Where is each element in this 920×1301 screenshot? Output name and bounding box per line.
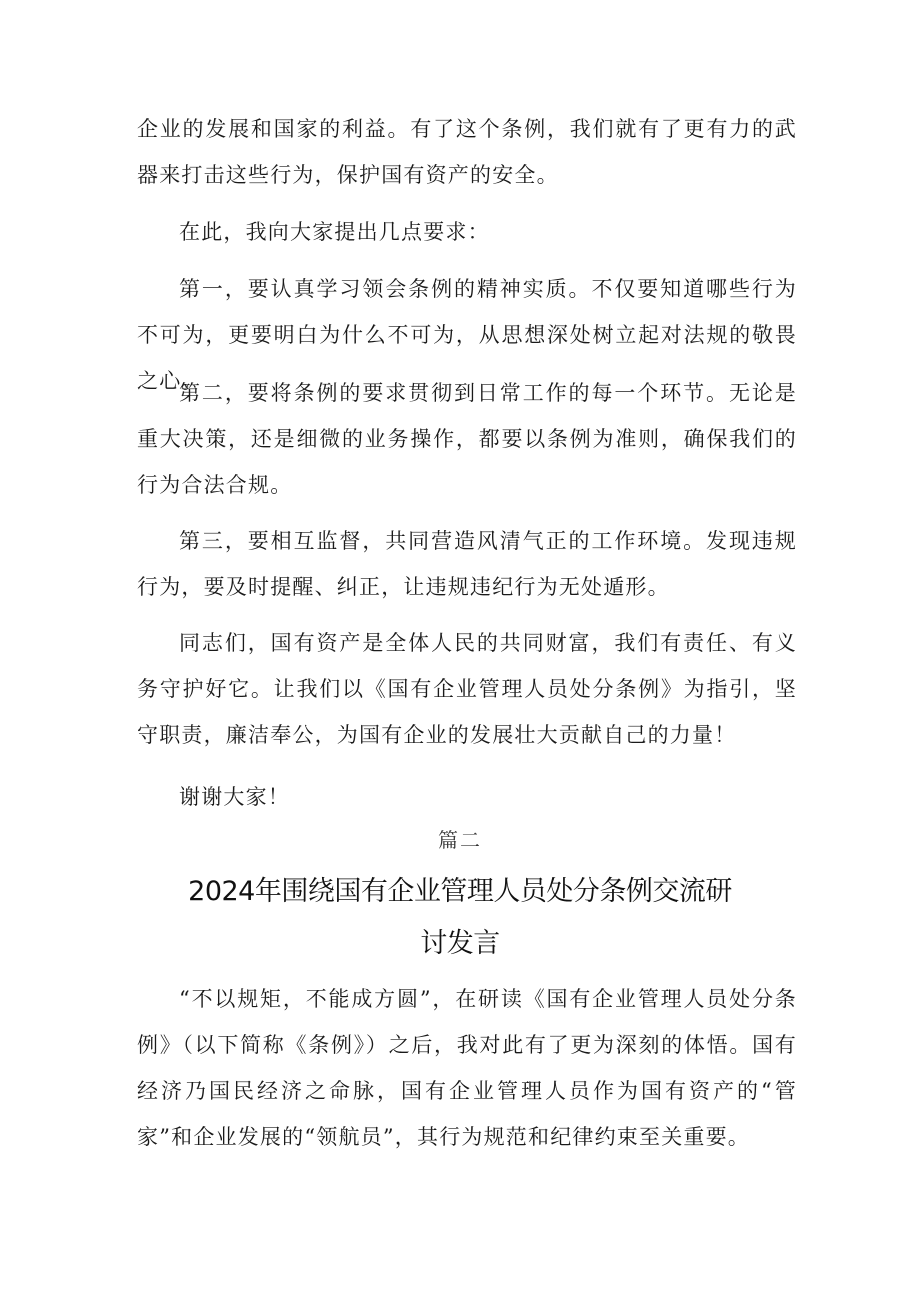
article-title-line-2: 讨发言 [420, 928, 500, 959]
paragraph-requirements-intro: 在此，我向大家提出几点要求： [179, 220, 490, 244]
paragraph-article-intro: “不以规矩，不能成方圆”，在研读《国有企业管理人员处分条例》（以下简称《条例》）之后，我对此有了更为深刻的体悟。国有经济乃国民经济之命脉，国有企业管理人员作为国有资产的“管家”和企业发展的“领航员”，其行为规范和纪律约束至关重要。 [137, 987, 797, 1149]
paragraph-second-requirement: 第二，要将条例的要求贯彻到日常工作的每一个环节。无论是重大决策，还是细微的业务操作，都要以条例为准则，确保我们的行为合法合规。 [137, 381, 797, 497]
paragraph-thanks: 谢谢大家！ [179, 785, 290, 809]
paragraph-first-requirement: 第一，要认真学习领会条例的精神实质。不仅要知道哪些行为不可为，更要明白为什么不可为，从思想深处树立起对法规的敬畏之心。 [137, 277, 797, 393]
paragraph-third-requirement: 第三，要相互监督，共同营造风清气正的工作环境。发现违规行为，要及时提醒、纠正，让违规违纪行为无处遁形。 [137, 529, 797, 599]
article-title-line-1: 2024年围绕国有企业管理人员处分条例交流研 [188, 876, 732, 907]
paragraph-continuation: 企业的发展和国家的利益。有了这个条例，我们就有了更有力的武器来打击这些行为，保护国有资产的安全。 [137, 117, 797, 187]
section-label: 篇二 [438, 828, 482, 852]
paragraph-closing-appeal: 同志们，国有资产是全体人民的共同财富，我们有责任、有义务守护好它。让我们以《国有企业管理人员处分条例》为指引，坚守职责，廉洁奉公，为国有企业的发展壮大贡献自己的力量！ [137, 631, 797, 747]
